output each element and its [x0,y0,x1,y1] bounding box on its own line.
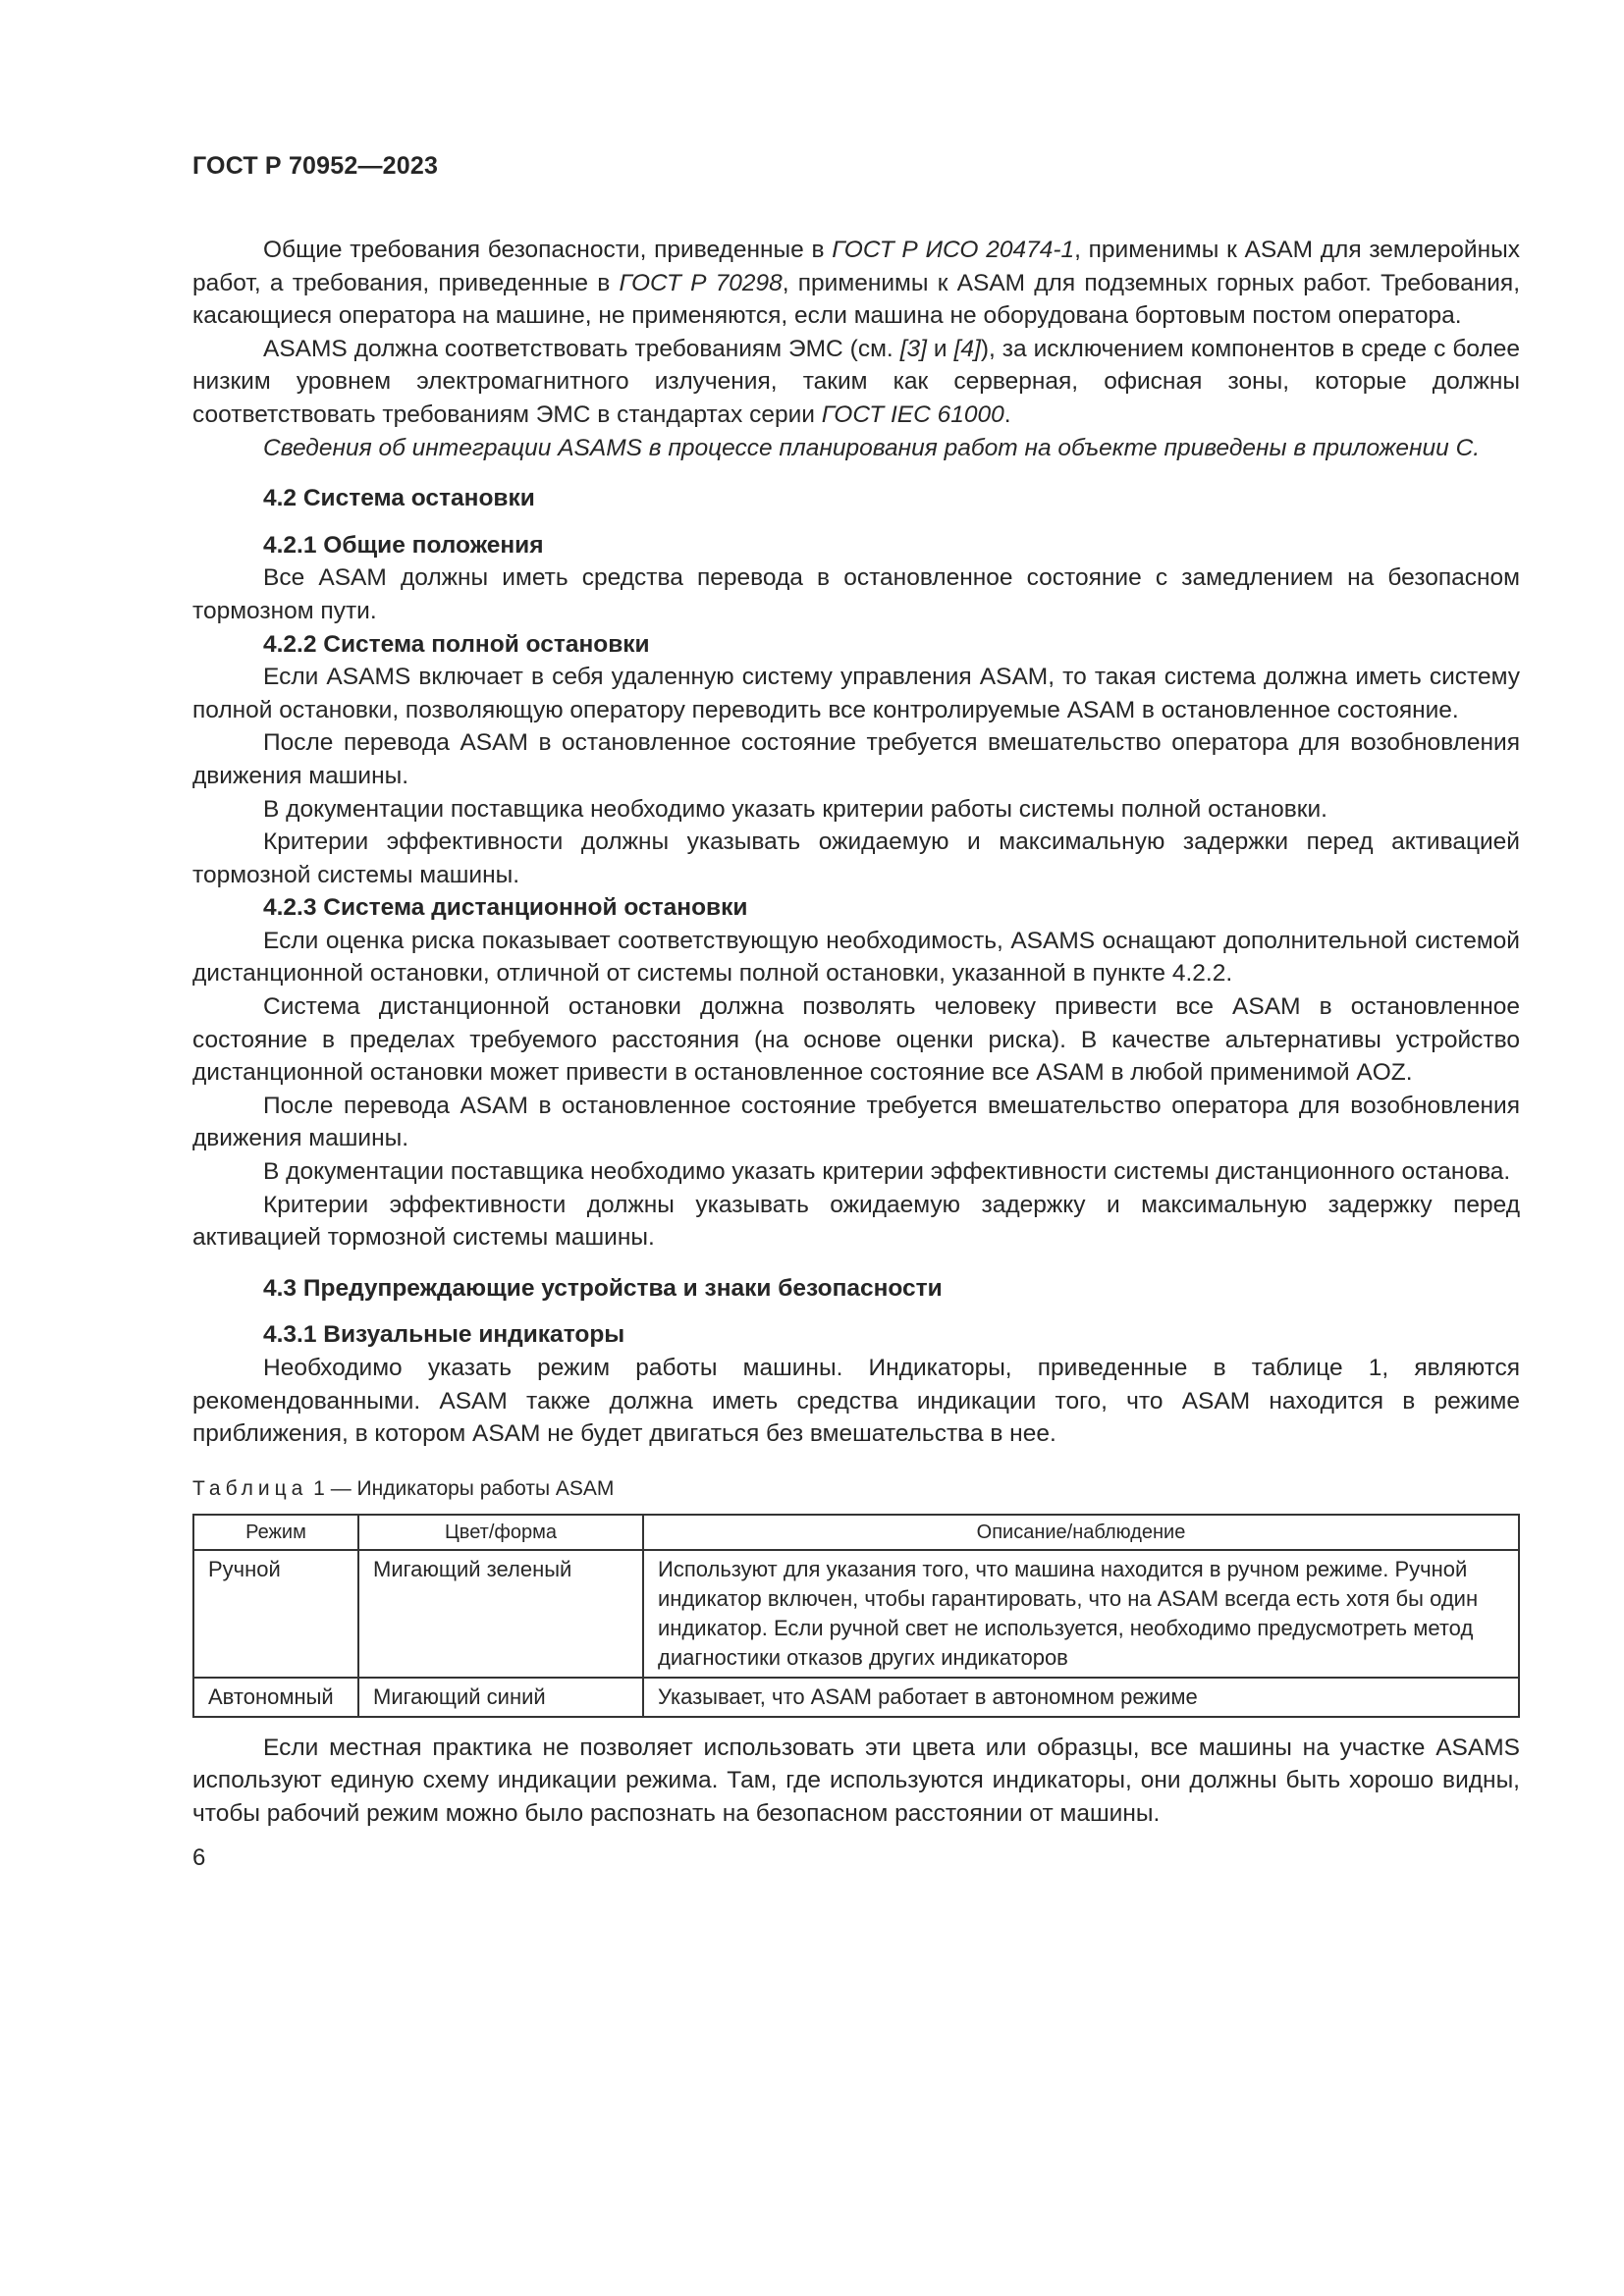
table-cell: Мигающий синий [358,1678,643,1717]
paragraph: В документации поставщика необходимо указать критерии работы системы полной остановки. [263,795,1327,823]
paragraph: Все ASAM должны иметь средства перевода в остановленное состояние с замедлением на безопасном тормозном пути. [192,564,1520,624]
paragraph: ASAMS должна соответствовать требованиям ЭМС (см. [3] и [4]), за исключением компонентов в среде с более низким уровнем электромагнитного излучения, таким как серверная, офисная зоны, которые должны соответствовать требованиям ЭМС в стандартах серии ГОСТ IEC 61000. [192,335,1520,428]
paragraph: В документации поставщика необходимо указать критерии эффективности системы дистанционного останова. [263,1158,1511,1186]
table-caption: Таблица 1 — Индикаторы работы ASAM [192,1476,615,1500]
document-header: ГОСТ Р 70952—2023 [192,152,439,180]
paragraph: Если оценка риска показывает соответствующую необходимость, ASAMS оснащают дополнительной системой дистанционной остановки, отличной от системы полной остановки, указанной в пункте 4.2.2. [192,927,1520,988]
paragraph: Общие требования безопасности, приведенные в ГОСТ Р ИСО 20474-1, применимы к ASAM для землеройных работ, а требования, приведенные в ГОСТ Р 70298, применимы к ASAM для подземных горных работ. Требования, касающиеся оператора на машине, не применяются, если машина не оборудована бортовым постом оператора. [192,237,1521,330]
paragraph: Если ASAMS включает в себя удаленную систему управления ASAM, то такая система должна иметь систему полной остановки, позволяющую оператору переводить все контролируемые ASAM в остановленное состояние. [192,664,1520,723]
subsection-heading: 4.2.1 Общие положения [263,531,544,559]
table-row [193,1678,1519,1717]
standard-reference: ГОСТ IEC 61000 [821,400,1004,428]
paragraph: Если местная практика не позволяет использовать эти цвета или образцы, все машины на участке ASAMS используют единую схему индикации режима. Там, где используются индикаторы, они должны быть хорошо видны, чтобы рабочий режим можно было распознать на безопасном расстоянии от машины. [192,1734,1520,1827]
standard-reference: ГОСТ Р 70298 [619,269,783,296]
paragraph: После перевода ASAM в остановленное состояние требуется вмешательство оператора для возобновления движения машины. [192,729,1520,789]
bibliography-reference: [3] [899,335,927,362]
paragraph: После перевода ASAM в остановленное состояние требуется вмешательство оператора для возобновления движения машины. [192,1092,1520,1152]
standard-reference: ГОСТ Р ИСО 20474-1 [832,237,1075,263]
column-header: Режим [193,1515,358,1550]
page-number: 6 [192,1843,206,1871]
subsection-heading: 4.2.2 Система полной остановки [263,630,650,658]
column-header: Описание/наблюдение [643,1515,1519,1550]
table-cell: Используют для указания того, что машина находится в ручном режиме. Ручной индикатор включен, чтобы гарантировать, что на ASAM всегда есть хотя бы один индикатор. Если ручной свет не используется, необходимо предусмотреть метод диагностики отказов других индикаторов [643,1550,1519,1678]
subsection-heading: 4.3.1 Визуальные индикаторы [263,1321,625,1349]
table-header-row [193,1515,1519,1550]
paragraph: Необходимо указать режим работы машины. Индикаторы, приведенные в таблице 1, являются рекомендованными. ASAM также должна иметь средства индикации того, что ASAM находится в режиме приближения, в котором ASAM не будет двигаться без вмешательства в нее. [192,1355,1520,1448]
bibliography-reference: [4] [953,335,981,362]
table-cell: Мигающий зеленый [358,1550,643,1678]
table-row [193,1550,1519,1678]
section-heading: 4.3 Предупреждающие устройства и знаки безопасности [263,1274,943,1302]
table-cell: Указывает, что ASAM работает в автономном режиме [643,1678,1519,1717]
section-heading: 4.2 Система остановки [263,485,535,512]
paragraph: Система дистанционной остановки должна позволять человеку привести все ASAM в остановленное состояние в пределах требуемого расстояния (на основе оценки риска). В качестве альтернативы устройство дистанционной остановки может привести в остановленное состояние все ASAM в любой применимой AOZ. [192,993,1520,1087]
indicators-table [192,1514,1520,1718]
table-cell: Автономный [193,1678,358,1717]
paragraph: Критерии эффективности должны указывать ожидаемую задержку и максимальную задержку перед активацией тормозной системы машины. [192,1191,1520,1252]
subsection-heading: 4.2.3 Система дистанционной остановки [263,894,748,922]
document-page [192,152,1520,1872]
column-header: Цвет/форма [358,1515,643,1550]
table-cell: Ручной [193,1550,358,1678]
italic-note: Сведения об интеграции ASAMS в процессе планирования работ на объекте приведены в приложении С. [263,434,1481,461]
paragraph: Критерии эффективности должны указывать ожидаемую и максимальную задержки перед активацией тормозной системы машины. [192,828,1520,888]
